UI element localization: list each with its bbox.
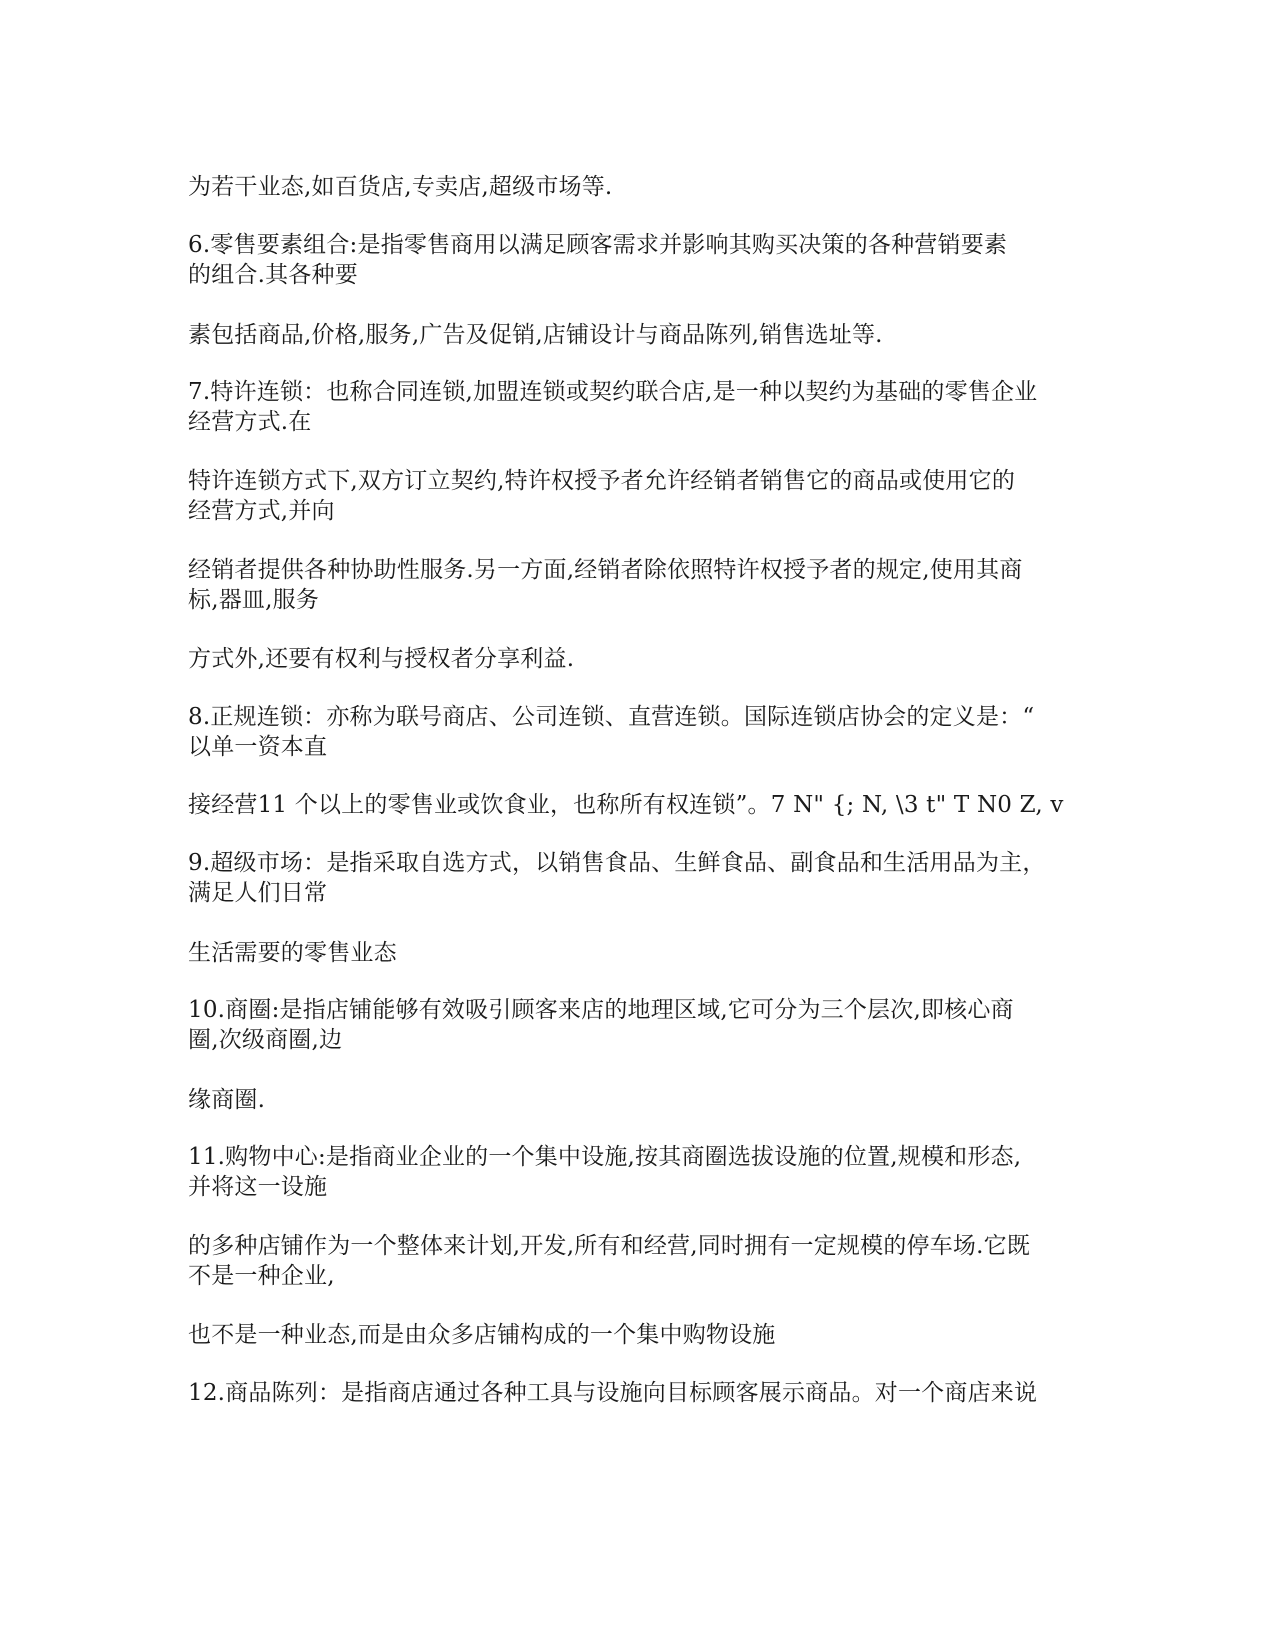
paragraph-line: 标,器皿,服务	[188, 587, 320, 613]
paragraph-line: 8.正规连锁：亦称为联号商店、公司连锁、直营连锁。国际连锁店协会的定义是：“	[188, 704, 1035, 730]
paragraph-line: 10.商圈:是指店铺能够有效吸引顾客来店的地理区域,它可分为三个层次,即核心商	[188, 997, 1014, 1023]
paragraph-line: 为若干业态,如百货店,专卖店,超级市场等.	[188, 174, 613, 200]
paragraph-line: 经营方式.在	[188, 409, 312, 435]
paragraph-line: 素包括商品,价格,服务,广告及促销,店铺设计与商品陈列,销售选址等.	[188, 322, 883, 348]
paragraph-line: 经销者提供各种协助性服务.另一方面,经销者除依照特许权授予者的规定,使用其商	[188, 557, 1023, 583]
paragraph-line: 经营方式,并向	[188, 498, 335, 524]
paragraph-line: 并将这一设施	[188, 1174, 328, 1200]
paragraph-line: 生活需要的零售业态	[188, 940, 397, 966]
paragraph-line: 的组合.其各种要	[188, 262, 358, 288]
paragraph-line: 不是一种企业,	[188, 1263, 335, 1289]
paragraph-line: 以单一资本直	[188, 734, 328, 760]
paragraph-line: 接经营11 个以上的零售业或饮食业，也称所有权连锁”。7 N" {; N, \3 t" T N0 Z, v	[188, 792, 1064, 818]
paragraph-line: 12.商品陈列：是指商店通过各种工具与设施向目标顾客展示商品。对一个商店来说	[188, 1380, 1038, 1406]
paragraph-line: 特许连锁方式下,双方订立契约,特许权授予者允许经销者销售它的商品或使用它的	[188, 468, 1016, 494]
paragraph-line: 满足人们日常	[188, 880, 328, 906]
paragraph-line: 圈,次级商圈,边	[188, 1027, 343, 1053]
paragraph-line: 缘商圈.	[188, 1087, 266, 1113]
paragraph-line: 11.购物中心:是指商业企业的一个集中设施,按其商圈选拔设施的位置,规模和形态,	[188, 1144, 1022, 1170]
paragraph-line: 方式外,还要有权利与授权者分享利益.	[188, 646, 575, 672]
paragraph-line: 7.特许连锁：也称合同连锁,加盟连锁或契约联合店,是一种以契约为基础的零售企业	[188, 379, 1038, 405]
paragraph-line: 6.零售要素组合:是指零售商用以满足顾客需求并影响其购买决策的各种营销要素	[188, 232, 1008, 258]
paragraph-line: 也不是一种业态,而是由众多店铺构成的一个集中购物设施	[188, 1322, 776, 1348]
paragraph-line: 9.超级市场：是指采取自选方式，以销售食品、生鲜食品、副食品和生活用品为主，	[188, 850, 1046, 876]
paragraph-line: 的多种店铺作为一个整体来计划,开发,所有和经营,同时拥有一定规模的停车场.它既	[188, 1233, 1031, 1259]
